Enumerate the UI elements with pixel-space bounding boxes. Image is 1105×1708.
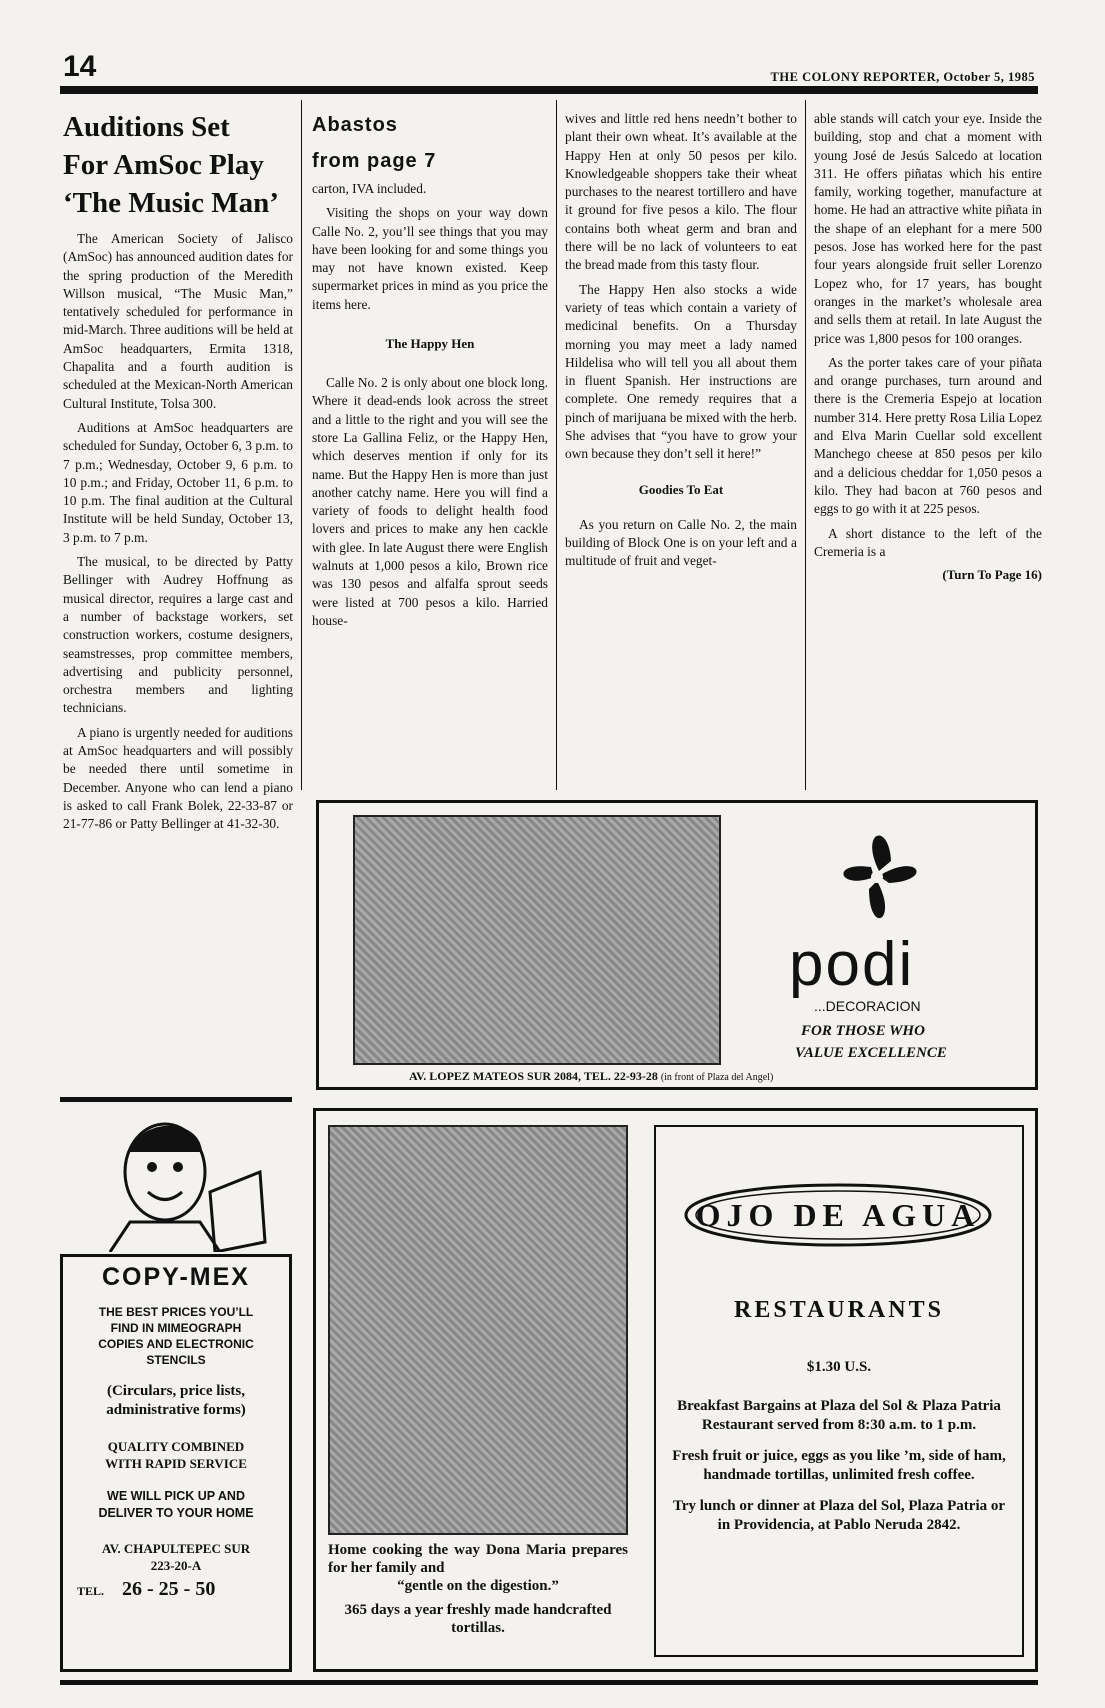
ojo-price: $1.30 U.S. [806,1359,872,1375]
page-number: 14 [63,50,97,83]
paragraph: A short distance to the left of the Cremeria is a [814,525,1042,559]
copymex-line: DELIVER TO YOUR HOME [98,1506,254,1520]
paragraph: Auditions at AmSoc headquarters are scheduled for Sunday, October 6, 3 p.m. to 7 p.m.; Wednesday, October 9, 6 p.m. to 10 p.m.; and Friday, October 11, 6 p.m. to 10 p.m. The final audition at the Cultural Institute will be held Sunday, October 13, 3 p.m. to 7 p.m. [63,419,293,545]
copymex-line: QUALITY COMBINED [107,1439,245,1454]
copymex-tel: 26 - 25 - 50 [122,1578,216,1600]
column-divider [805,100,806,790]
paragraph: As the porter takes care of your piñata and orange purchases, turn around and there is the Cremeria Espejo at location number 314. Here pretty Rosa Lilia Lopez and Elva Marin Cuellar sold excellent Manchego cheese at 850 pesos per kilo and a delicious cheddar for 1,050 pesos a kilo. They had bacon at 760 pesos and eggs to go with it at 225 pesos. [814,354,1042,517]
column-divider [556,100,557,790]
paragraph: Calle No. 2 is only about one block long. Where it dead-ends look across the street and a little to the right and you will see the store La Gallina Feliz, or the Happy Hen, which deserves mention if only for its name. But the Happy Hen is more than just another catchy name. Here you will find a variety of foods to delight health food lovers and prices to make any hen cackle with glee. In late August there were English walnuts at 1,000 pesos a kilo, Brown rice was 130 pesos and alfalfa sprout seeds were listed at 700 pesos a kilo. Harried house- [312,375,548,628]
article-music-man [63,108,293,840]
copymex-address: 223-20-A [150,1558,202,1573]
copymex-brand: COPY-MEX [102,1263,250,1291]
cartoon-man-icon [90,1112,270,1252]
ojo-brand-sub: RESTAURANTS [734,1297,944,1323]
flower-logo-icon [819,821,939,941]
paragraph: The American Society of Jalisco (AmSoc) has announced audition dates for the spring production of the Meredith Willson musical, “The Music Man,” tentatively scheduled for performance in mid-March. Three auditions will be held at AmSoc headquarters, Ermita 1318, Chapalita and a fourth audition is scheduled at the Mexican-North American Cultural Institute, Tolsa 300. [63,231,293,411]
paragraph: A piano is urgently needed for auditions at AmSoc headquarters and will possibly be needed there until sometime in December. Anyone who can lend a piano is asked to call Frank Bolek, 22-33-87 or 21-77-86 or Patty Bellinger at 41-32-30. [63,724,293,832]
ad-podi-photo [353,815,721,1065]
article-abastos-col3 [565,110,797,577]
ad-podi [316,800,1038,1090]
footer-rule [60,1680,1038,1685]
copymex-line: WE WILL PICK UP AND [107,1489,245,1503]
ojo-line: Try lunch or dinner at Plaza del Sol, Plaza Patria or in Providencia, at Pablo Neruda 2842. [672,1498,1006,1533]
paragraph: The musical, to be directed by Patty Bellinger with Audrey Hoffnung as musical director, requires a large cast and a number of backstage workers, set construction workers, costume designers, seamstresses, prop committee members, advertising and publicity personnel, orchestra members and lighting technicians. [63,554,293,716]
podi-tagline-1: FOR THOSE WHO [801,1023,925,1039]
jump-line: (Turn To Page 16) [942,567,1042,583]
ojo-line: Fresh fruit or juice, eggs as you like ’m, side of ham, handmade tortillas, unlimited fresh coffee. [672,1448,1006,1483]
podi-tagline-2: VALUE EXCELLENCE [795,1045,947,1061]
ad-copymex [60,1112,292,1672]
paragraph: As you return on Calle No. 2, the main building of Block One is on your left and a multitude of fruit and veget- [565,516,797,569]
headline-line-3: ‘The Music Man’ [63,187,279,219]
copymex-address: AV. CHAPULTEPEC SUR [101,1541,251,1556]
ad-ojo-de-agua [313,1108,1038,1672]
abastos-jumpline: from page 7 [312,150,437,172]
copymex-line: STENCILS [146,1353,206,1367]
ad-ojo-caption: Home cooking the way Dona Maria prepares for her family and “gentle on the digestion.” 365 days a year freshly made handcrafted tortillas. [328,1542,628,1636]
article-abastos-col2 [312,110,548,636]
podi-brand: podi [789,930,915,999]
podi-sub: ...DECORACION [814,998,921,1014]
headline-line-1: Auditions Set [63,111,230,143]
abastos-headline: Abastos [312,114,398,136]
ojo-brand: OJO DE AGUA [695,1197,981,1233]
subhead-goodies: Goodies To Eat [638,481,724,497]
ojo-line: Breakfast Bargains at Plaza del Sol & Plaza Patria Restaurant served from 8:30 a.m. to 1 p.m. [677,1398,1001,1433]
paragraph: The Happy Hen also stocks a wide variety of teas which contain a variety of medicinal benefits. On a Thursday morning you may meet a lady named Hildelisa who will tell you all about them in fluent Spanish. Her instructions are complete. One remedy requires that a pinch of marijuana be mixed with the herb. She advises that “you have to grow your own because they don’t sell it here!” [565,281,797,462]
subhead-happy-hen: The Happy Hen [385,336,475,352]
podi-address: AV. LOPEZ MATEOS SUR 2084, TEL. 22-93-28 (in front of Plaza del Angel) [409,1069,774,1083]
paragraph: wives and little red hens needn’t bother to plant their own wheat. It’s available at the Happy Hen at only 50 pesos per kilo. Knowledgeable shoppers take their wheat purchases to the nearest tortillero and have it ground for five pesos a kilo. The flour contains both wheat germ and bran and there will be no lack of volunteers to eat the bread made from this tasty flour. [565,111,797,273]
copymex-line: FIND IN MIMEOGRAPH [110,1321,242,1335]
article-abastos-col4 [814,110,1042,583]
copymex-tel-label: TEL. [77,1584,105,1598]
copymex-line: administrative forms) [106,1402,246,1418]
column-divider [301,100,302,790]
copymex-line: COPIES AND ELECTRONIC [98,1337,254,1351]
header-rule [60,86,1038,94]
ad-ojo-photo [328,1125,628,1535]
paragraph: able stands will catch your eye. Inside the building, stop and chat a moment with young José de Jesús Salcedo at location 311. He offers piñatas which his entire family, working together, manufacture at home. He had an attractive white piñata in the shape of an elephant for a mere 500 pesos. Jose has worked here for the past four years alongside fruit seller Lorenzo Lopez who, for 17 years, has bought oranges in the market’s wholesale area and sells them at retail. In late August the price was 1,800 pesos for 100 oranges. [814,111,1042,346]
copymex-line: WITH RAPID SERVICE [105,1456,247,1471]
headline-line-2: For AmSoc Play [63,149,264,181]
paragraph: carton, IVA included. [312,181,427,196]
paragraph: Visiting the shops on your way down Calle No. 2, you’ll see things that you may have been looking for and some things you may not have known existed. Keep supermarket prices in mind as you price the items here. [312,205,548,312]
copymex-line: (Circulars, price lists, [106,1383,246,1399]
column-rule [60,1097,292,1102]
copymex-line: THE BEST PRICES YOU’LL [98,1305,254,1319]
masthead: THE COLONY REPORTER, October 5, 1985 [770,70,1035,84]
